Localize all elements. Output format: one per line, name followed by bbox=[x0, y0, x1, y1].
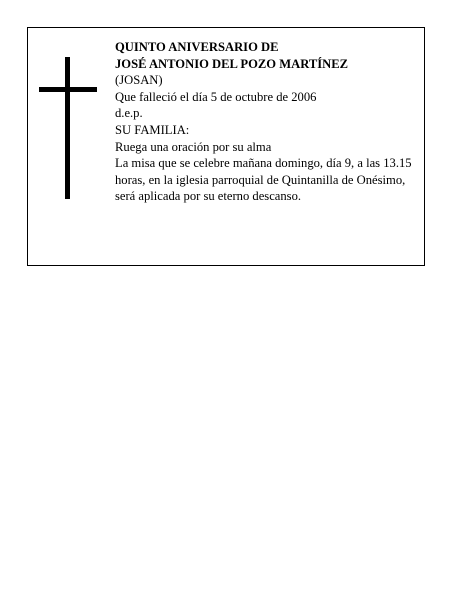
mass-paragraph: La misa que se celebre mañana domingo, día 9, a las 13.15 horas, en la iglesia parroquial de Quintanilla de Onésimo, será aplicada por su eterno descanso. bbox=[115, 156, 412, 204]
notice-text bbox=[115, 39, 417, 205]
obituary-notice bbox=[27, 27, 425, 266]
cross-horizontal-bar bbox=[39, 87, 97, 92]
cross-icon bbox=[39, 57, 97, 199]
cross-vertical-bar bbox=[65, 57, 70, 199]
notice-title-line1: QUINTO ANIVERSARIO DE bbox=[115, 40, 279, 54]
family-line: SU FAMILIA: bbox=[115, 122, 190, 137]
rip-line: d.e.p. bbox=[115, 106, 143, 121]
death-date-line: Que falleció el día 5 de octubre de 2006 bbox=[115, 89, 317, 104]
prayer-line: Ruega una oración por su alma bbox=[115, 139, 272, 154]
notice-title-line2: JOSÉ ANTONIO DEL POZO MARTÍNEZ bbox=[115, 56, 349, 71]
deceased-nickname: (JOSAN) bbox=[115, 73, 163, 88]
